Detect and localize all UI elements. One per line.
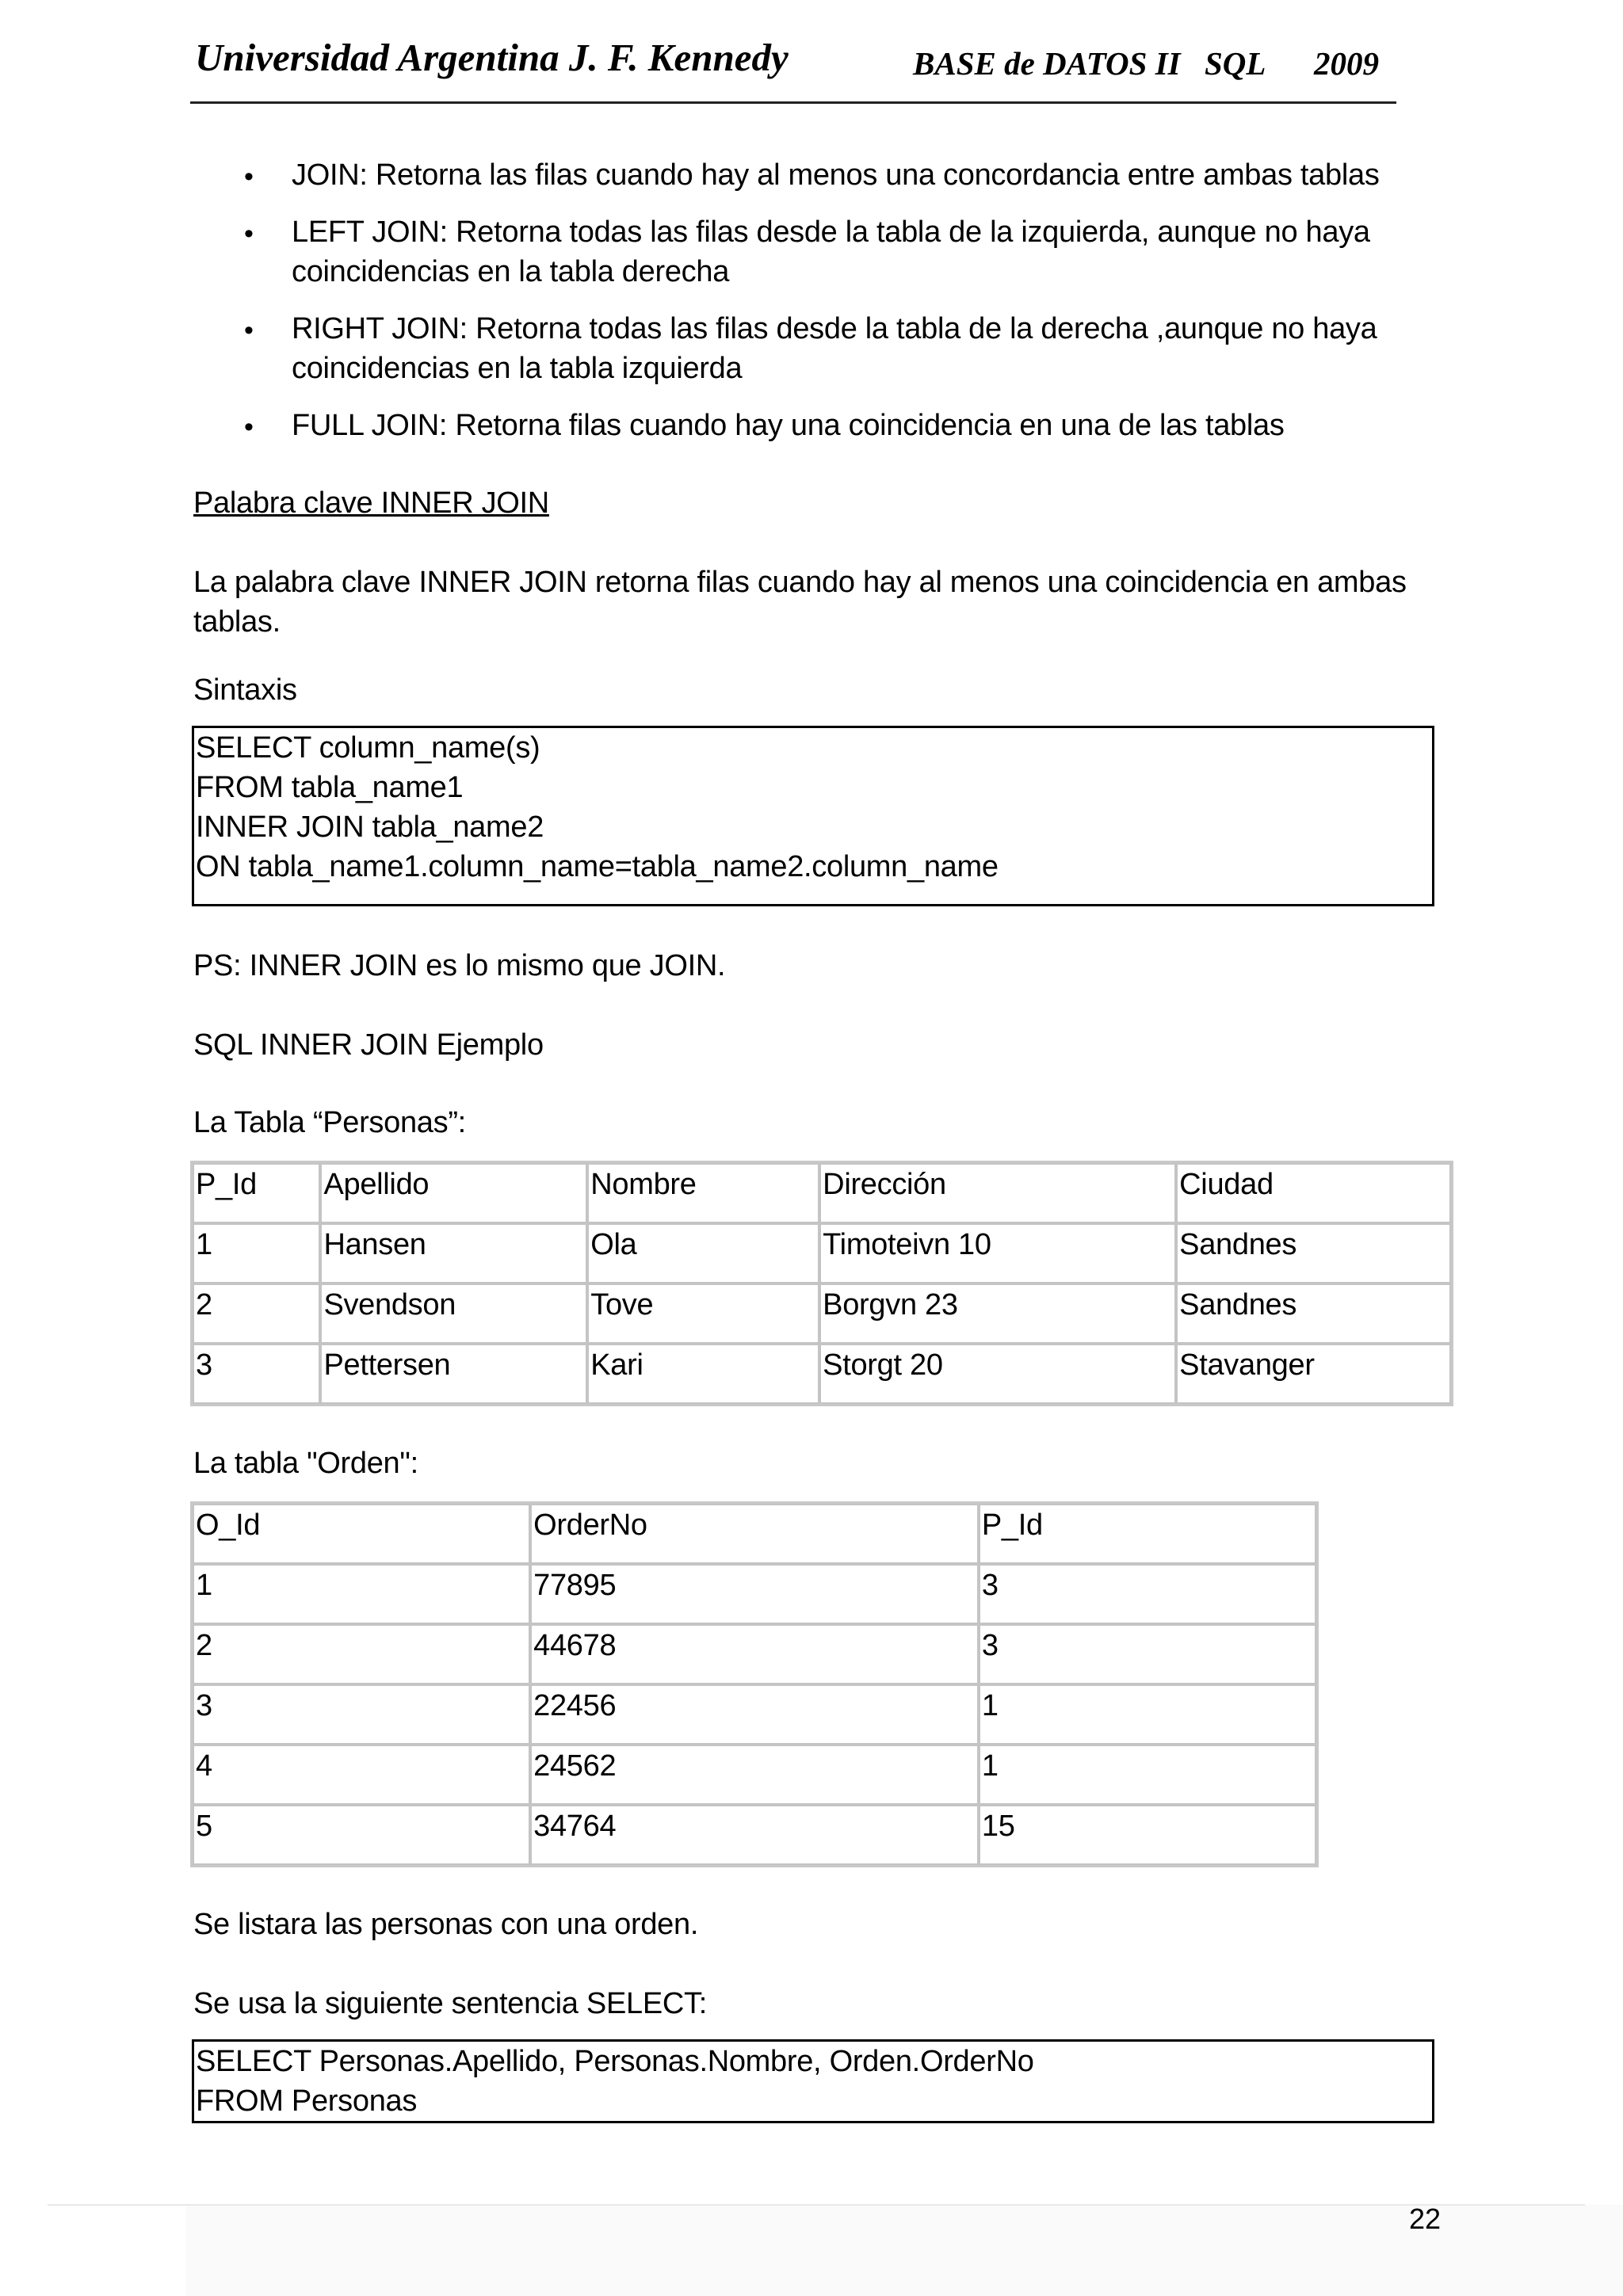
table-cell: 1 bbox=[193, 1564, 530, 1624]
ps-note: PS: INNER JOIN es lo mismo que JOIN. bbox=[193, 949, 726, 982]
column-header: Dirección bbox=[819, 1163, 1176, 1223]
table-cell: Sandnes bbox=[1176, 1283, 1451, 1344]
page-bottom-area bbox=[0, 2205, 1623, 2296]
list-item-text: RIGHT JOIN: Retorna todas las filas desde la tabla de la derecha ,aunque no haya bbox=[292, 312, 1377, 345]
table-cell: 34764 bbox=[530, 1805, 979, 1865]
page-margin bbox=[1585, 0, 1623, 2296]
table-row bbox=[193, 1344, 1451, 1404]
header-year: 2009 bbox=[1314, 45, 1379, 82]
table-header-row bbox=[193, 1163, 1451, 1223]
table-cell: 2 bbox=[193, 1624, 530, 1684]
table-cell: Kari bbox=[587, 1344, 819, 1404]
header-course: BASE de DATOS II bbox=[913, 45, 1181, 82]
table-row bbox=[193, 1283, 1451, 1344]
table-cell: 1 bbox=[193, 1223, 320, 1283]
code-line: INNER JOIN tabla_name2 bbox=[196, 810, 544, 844]
table-cell: 5 bbox=[193, 1805, 530, 1865]
table-cell: Svendson bbox=[320, 1283, 587, 1344]
table-cell: 22456 bbox=[530, 1684, 979, 1745]
footer-divider bbox=[48, 2204, 1585, 2206]
table-row bbox=[193, 1564, 1316, 1624]
table-row bbox=[193, 1624, 1316, 1684]
orden-label: La tabla "Orden": bbox=[193, 1447, 418, 1480]
code-line: FROM Personas bbox=[196, 2084, 418, 2118]
table-cell: 24562 bbox=[530, 1745, 979, 1805]
section-heading: Palabra clave INNER JOIN bbox=[193, 486, 549, 520]
code-line: SELECT column_name(s) bbox=[196, 731, 540, 765]
column-header: Ciudad bbox=[1176, 1163, 1451, 1223]
table-cell: Timoteivn 10 bbox=[819, 1223, 1176, 1283]
column-header: Apellido bbox=[320, 1163, 587, 1223]
table-cell: 4 bbox=[193, 1745, 530, 1805]
header-divider bbox=[190, 101, 1396, 104]
table-cell: Pettersen bbox=[320, 1344, 587, 1404]
column-header: Nombre bbox=[587, 1163, 819, 1223]
intro-line: tablas. bbox=[193, 605, 281, 639]
table-cell: Hansen bbox=[320, 1223, 587, 1283]
table-cell: 1 bbox=[979, 1745, 1316, 1805]
code-line: FROM tabla_name1 bbox=[196, 771, 464, 804]
column-header: O_Id bbox=[193, 1504, 530, 1564]
code-line: SELECT Personas.Apellido, Personas.Nombre, Orden.OrderNo bbox=[196, 2045, 1034, 2078]
table-cell: 3 bbox=[193, 1684, 530, 1745]
syntax-code-box bbox=[192, 726, 1434, 906]
bullet-icon: • bbox=[244, 219, 254, 249]
table-cell: Tove bbox=[587, 1283, 819, 1344]
example-title: SQL INNER JOIN Ejemplo bbox=[193, 1028, 544, 1062]
personas-table bbox=[190, 1161, 1453, 1406]
column-header: P_Id bbox=[193, 1163, 320, 1223]
column-header: P_Id bbox=[979, 1504, 1316, 1564]
table-header-row bbox=[193, 1504, 1316, 1564]
list-item-text: coincidencias en la tabla izquierda bbox=[292, 352, 743, 385]
intro-line: La palabra clave INNER JOIN retorna filas cuando hay al menos una coincidencia en ambas bbox=[193, 566, 1407, 599]
listing-note: Se listara las personas con una orden. bbox=[193, 1908, 699, 1941]
table-cell: Storgt 20 bbox=[819, 1344, 1176, 1404]
header-university: Universidad Argentina J. F. Kennedy bbox=[195, 36, 789, 79]
syntax-label: Sintaxis bbox=[193, 673, 297, 707]
table-row bbox=[193, 1223, 1451, 1283]
bullet-icon: • bbox=[244, 162, 254, 192]
table-cell: Ola bbox=[587, 1223, 819, 1283]
list-item-text: LEFT JOIN: Retorna todas las filas desde la tabla de la izquierda, aunque no haya bbox=[292, 215, 1370, 249]
bullet-icon: • bbox=[244, 412, 254, 442]
table-cell: 1 bbox=[979, 1684, 1316, 1745]
page-number: 22 bbox=[1409, 2203, 1442, 2235]
table-cell: Borgvn 23 bbox=[819, 1283, 1176, 1344]
bullet-icon: • bbox=[244, 315, 254, 345]
table-cell: 3 bbox=[979, 1624, 1316, 1684]
personas-label: La Tabla “Personas”: bbox=[193, 1106, 466, 1139]
code-line: ON tabla_name1.column_name=tabla_name2.column_name bbox=[196, 850, 999, 883]
orden-table bbox=[190, 1501, 1319, 1867]
table-cell: Stavanger bbox=[1176, 1344, 1451, 1404]
table-cell: 15 bbox=[979, 1805, 1316, 1865]
table-row bbox=[193, 1805, 1316, 1865]
table-row bbox=[193, 1745, 1316, 1805]
header-topic: SQL bbox=[1205, 45, 1266, 82]
select-note: Se usa la siguiente sentencia SELECT: bbox=[193, 1987, 707, 2020]
list-item-text: FULL JOIN: Retorna filas cuando hay una coincidencia en una de las tablas bbox=[292, 409, 1285, 442]
table-row bbox=[193, 1684, 1316, 1745]
column-header: OrderNo bbox=[530, 1504, 979, 1564]
table-cell: 44678 bbox=[530, 1624, 979, 1684]
select-code-box bbox=[192, 2039, 1434, 2123]
table-cell: 3 bbox=[979, 1564, 1316, 1624]
list-item-text: JOIN: Retorna las filas cuando hay al menos una concordancia entre ambas tablas bbox=[292, 158, 1380, 192]
table-cell: Sandnes bbox=[1176, 1223, 1451, 1283]
list-item-text: coincidencias en la tabla derecha bbox=[292, 255, 730, 288]
table-cell: 2 bbox=[193, 1283, 320, 1344]
table-cell: 77895 bbox=[530, 1564, 979, 1624]
page-bottom-left bbox=[0, 2205, 186, 2296]
table-cell: 3 bbox=[193, 1344, 320, 1404]
